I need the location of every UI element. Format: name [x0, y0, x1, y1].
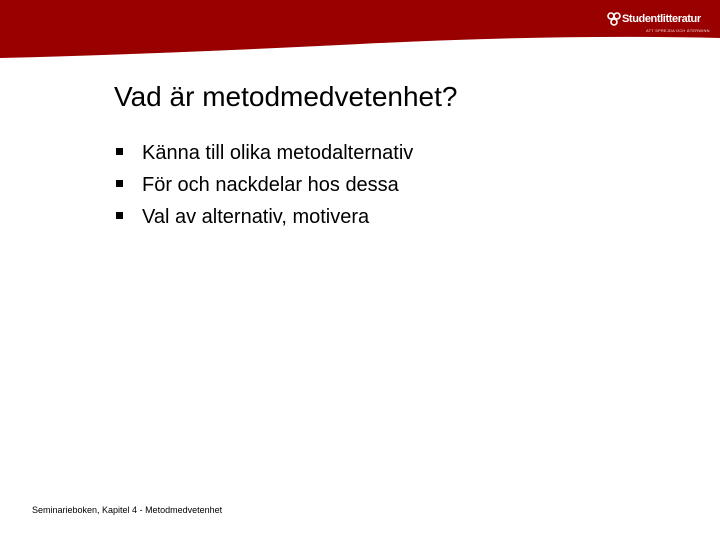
bullet-text: För och nackdelar hos dessa — [142, 174, 399, 196]
bullet-text: Känna till olika metodalternativ — [142, 142, 414, 164]
slide-title: Vad är metodmedvetenhet? — [114, 81, 458, 112]
square-bullet-icon — [116, 180, 123, 187]
logo — [606, 11, 710, 37]
bullet-text: Val av alternativ, motivera — [142, 206, 370, 228]
student-logo-icon — [606, 11, 622, 27]
square-bullet-icon — [116, 148, 123, 155]
logo-tagline: ATT SPREJDA OCH ÄTERWINN — [646, 28, 710, 33]
header-band — [0, 0, 720, 60]
square-bullet-icon — [116, 212, 123, 219]
footer-text: Seminarieboken, Kapitel 4 - Metodmedvetenhet — [32, 505, 223, 515]
logo-name: Studentlitteratur — [622, 13, 701, 25]
